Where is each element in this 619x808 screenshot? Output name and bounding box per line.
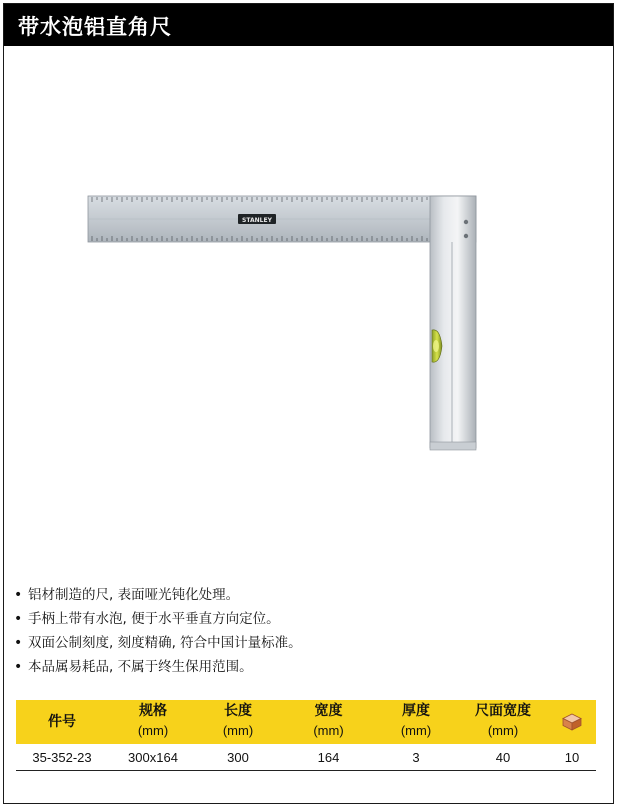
page-title: 带水泡铝直角尺 [18, 15, 172, 39]
bullet-dot: • [14, 659, 23, 675]
table-header [16, 700, 596, 744]
title-bar [4, 4, 613, 46]
header-thickness [374, 700, 458, 744]
header-label: 尺面宽度 [475, 703, 531, 719]
header-label: 长度 [224, 703, 252, 719]
feature-item [14, 607, 302, 631]
header-unit: (mm) [400, 723, 432, 738]
package-box-icon [561, 711, 583, 733]
feature-text: 双面公制刻度, 刻度精确, 符合中国计量标准。 [28, 635, 302, 651]
header-label: 厚度 [402, 703, 430, 719]
feature-item [14, 583, 302, 607]
header-part-number: 件号 [48, 714, 76, 730]
cell-part-number: 35-352-23 [32, 750, 92, 765]
cell-width: 164 [317, 750, 340, 765]
header-width [280, 700, 377, 744]
feature-text: 铝材制造的尺, 表面哑光钝化处理。 [28, 587, 240, 603]
header-spec [110, 700, 196, 744]
header-unit: (mm) [137, 723, 169, 738]
header-length [197, 700, 279, 744]
feature-text: 手柄上带有水泡, 便于水平垂直方向定位。 [28, 611, 280, 627]
header-unit: (mm) [313, 723, 344, 738]
feature-list [14, 583, 302, 679]
ruler-handle [430, 196, 476, 448]
header-unit: (mm) [487, 723, 519, 738]
feature-item [14, 631, 302, 655]
cell-face-width: 40 [495, 750, 511, 765]
table-row [16, 745, 596, 771]
cell-package-qty: 10 [564, 750, 580, 765]
header-label: 规格 [139, 703, 167, 719]
header-label: 宽度 [314, 703, 343, 719]
product-image [80, 190, 490, 460]
bullet-dot: • [14, 611, 23, 627]
feature-text: 本品属易耗品, 不属于终生保用范围。 [28, 659, 253, 675]
bullet-dot: • [14, 587, 23, 603]
header-package-qty [548, 700, 596, 744]
cell-length: 300 [227, 750, 249, 765]
header-unit: (mm) [222, 723, 254, 738]
bullet-dot: • [14, 635, 23, 651]
feature-item [14, 655, 302, 679]
header-face-width [459, 700, 547, 744]
cell-thickness: 3 [412, 750, 420, 765]
brand-marking: STANLEY [242, 217, 272, 224]
cell-spec: 300x164 [128, 750, 178, 765]
